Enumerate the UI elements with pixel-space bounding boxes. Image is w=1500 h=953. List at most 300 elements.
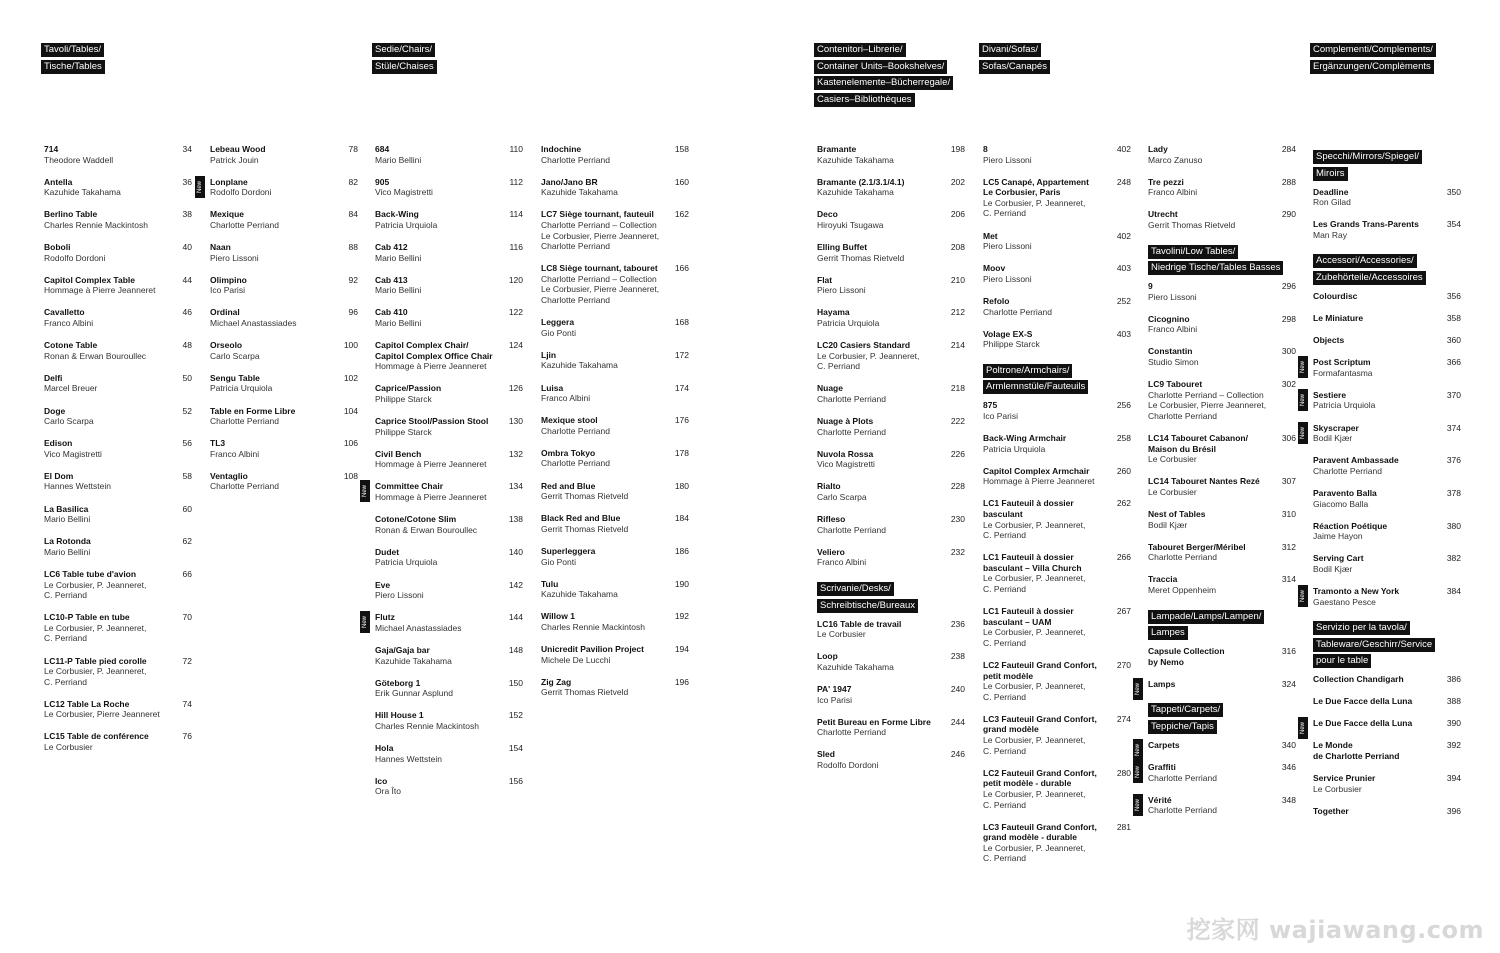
entry-name: LC7 Siège tournant, fauteuil — [541, 209, 654, 220]
entry-designer: Franco Albini — [817, 557, 867, 568]
entry-page-number: 126 — [508, 383, 523, 394]
index-entry — [1148, 379, 1300, 421]
index-entry — [1313, 291, 1465, 302]
index-entry — [1300, 389, 1465, 411]
entry-designer: Carlo Scarpa — [817, 492, 867, 503]
entry-name: Colourdisc — [1313, 290, 1358, 301]
new-badge-label: New — [362, 485, 368, 498]
index-entry — [44, 536, 196, 557]
index-entry — [817, 307, 969, 328]
entry-name: Serving Cart — [1313, 553, 1364, 564]
entry-page-number: 340 — [1281, 739, 1296, 750]
entry-designer: Le Corbusier, P. Jeanneret, — [983, 842, 1086, 853]
entry-name: Collection Chandigarh — [1313, 674, 1404, 685]
entry-page-number: 148 — [508, 644, 523, 655]
entry-designer: Piero Lissoni — [1148, 291, 1197, 302]
entry-name: Olimpino — [210, 274, 247, 285]
index-entry — [983, 466, 1135, 487]
entry-designer: Le Corbusier, P. Jeanneret, — [983, 788, 1086, 799]
index-entry — [1313, 521, 1465, 542]
index-entry — [44, 373, 196, 394]
new-badge — [1133, 678, 1143, 700]
entry-designer: Hommage à Pierre Jeanneret — [44, 285, 156, 296]
index-entry — [44, 731, 196, 752]
entry-name: Nuage à Plots — [817, 416, 874, 427]
entry-name: Capitol Complex Chair/ — [375, 340, 469, 351]
entry-page-number: 186 — [674, 545, 689, 556]
category-label: Tavoli/Tables/ — [41, 43, 104, 57]
entry-name: Lady — [1148, 144, 1168, 154]
entry-name: LC10-P Table en tube — [44, 612, 130, 623]
section-label: Niedrige Tische/Tables Basses — [1148, 261, 1283, 275]
index-entry — [817, 684, 969, 705]
index-entry — [541, 579, 693, 600]
entry-designer: Vico Magistretti — [44, 448, 102, 459]
entry-designer: Philippe Starck — [983, 339, 1040, 350]
index-entry — [1135, 739, 1300, 756]
entry-designer: Erik Gunnar Asplund — [375, 688, 453, 699]
index-entry — [210, 471, 362, 492]
entry-name: Hill House 1 — [375, 710, 424, 721]
entry-name: Nuvola Rossa — [817, 448, 874, 459]
entry-designer: C. Perriand — [44, 633, 87, 644]
index-entry — [1148, 509, 1300, 530]
entry-name: Flutz — [375, 612, 395, 623]
entry-name: Table en Forme Libre — [210, 405, 296, 416]
entry-designer: Ora Îto — [375, 786, 401, 797]
entry-page-number: 112 — [509, 176, 523, 187]
entry-designer: Charlotte Perriand — [1313, 465, 1382, 476]
index-entry — [210, 438, 362, 459]
entry-name: Deco — [817, 209, 838, 220]
entry-name: Indochine — [541, 144, 582, 154]
new-badge-label: New — [1300, 589, 1306, 602]
entry-designer: Charlotte Perriand — [817, 727, 886, 738]
entry-name: LC2 Fauteuil Grand Confort, — [983, 767, 1097, 778]
entry-name: Graffiti — [1148, 761, 1176, 772]
index-entry — [44, 504, 196, 525]
entry-page-number: 194 — [674, 644, 689, 654]
entry-designer: C. Perriand — [983, 853, 1026, 864]
section-label: pour le table — [1313, 654, 1371, 668]
entry-page-number: 120 — [508, 274, 523, 285]
entry-designer: Michael Anastassiades — [210, 318, 297, 329]
entry-designer: Kazuhide Takahama — [817, 154, 894, 165]
entry-designer: Charles Rennie Mackintosh — [541, 621, 645, 632]
entry-designer: Mario Bellini — [375, 154, 422, 165]
section-header — [1148, 610, 1300, 641]
entry-name: Capitol Complex Armchair — [983, 465, 1090, 476]
entry-page-number: 114 — [509, 209, 523, 220]
entry-name: LC3 Fauteuil Grand Confort, — [983, 821, 1097, 832]
section-header — [1313, 621, 1465, 668]
section-label: Specchi/Mirrors/Spiegel/ — [1313, 150, 1422, 164]
entry-name: Vérité — [1148, 794, 1172, 805]
entry-designer: Ronan & Erwan Bouroullec — [44, 350, 147, 361]
entry-page-number: 354 — [1446, 219, 1461, 230]
entry-designer: Le Corbusier, P. Jeanneret, — [983, 681, 1086, 692]
entry-designer: Mario Bellini — [375, 252, 422, 263]
entry-name: Paravento Balla — [1313, 487, 1377, 498]
entry-page-number: 300 — [1281, 346, 1296, 357]
entry-designer: Le Corbusier, Pierre Jeanneret, — [541, 230, 660, 241]
entry-name: 8 — [983, 144, 988, 154]
entry-page-number: 267 — [1116, 606, 1131, 617]
entry-page-number: 40 — [182, 242, 192, 253]
entry-name: Mexique — [210, 209, 245, 220]
index-column-5 — [817, 144, 969, 782]
new-badge — [1133, 761, 1143, 783]
entry-page-number: 36 — [182, 176, 192, 187]
entry-designer: Michael Anastassiades — [375, 622, 462, 633]
entry-name: Superleggera — [541, 545, 596, 556]
entry-designer: Le Corbusier, P. Jeanneret, — [983, 519, 1086, 530]
entry-name: Orseolo — [210, 340, 243, 351]
section-label: Tappeti/Carpets/ — [1148, 703, 1223, 717]
entry-designer: Hiroyuki Tsugawa — [817, 219, 884, 230]
new-badge — [195, 176, 205, 198]
index-entry — [817, 144, 969, 165]
entry-page-number: 262 — [1116, 498, 1131, 509]
entry-page-number: 214 — [950, 340, 965, 351]
entry-page-number: 296 — [1281, 281, 1296, 292]
entry-designer: Kazuhide Takahama — [541, 589, 618, 600]
entry-name: Deadline — [1313, 186, 1349, 197]
entry-name: Loop — [817, 651, 838, 662]
index-entry — [1313, 553, 1465, 574]
entry-page-number: 208 — [950, 242, 965, 253]
entry-page-number: 144 — [508, 612, 523, 623]
entry-name: Edison — [44, 438, 73, 449]
index-entry — [983, 822, 1135, 864]
entry-page-number: 314 — [1281, 574, 1296, 585]
entry-designer: Patricia Urquiola — [817, 318, 880, 329]
entry-designer: Franco Albini — [1148, 324, 1198, 335]
index-entry — [1148, 646, 1300, 667]
index-entry — [1135, 761, 1300, 783]
entry-name: LC5 Canapé, Appartement — [983, 176, 1089, 187]
entry-designer: Philippe Starck — [375, 426, 432, 437]
entry-name-continued: de Charlotte Perriand — [1313, 751, 1400, 762]
section-header — [817, 582, 969, 613]
entry-page-number: 56 — [182, 438, 192, 449]
entry-name: Cab 410 — [375, 307, 408, 318]
entry-designer: C. Perriand — [44, 590, 87, 601]
entry-page-number: 196 — [674, 676, 689, 687]
index-entry — [1300, 718, 1465, 735]
entry-name: Civil Bench — [375, 448, 422, 459]
entry-page-number: 82 — [348, 176, 358, 187]
index-entry — [817, 619, 969, 640]
section-label: Tavolini/Low Tables/ — [1148, 245, 1238, 259]
entry-page-number: 142 — [508, 579, 523, 590]
index-entry — [44, 177, 196, 198]
entry-page-number: 240 — [950, 683, 965, 694]
entry-designer: Kazuhide Takahama — [541, 360, 618, 371]
entry-page-number: 390 — [1446, 718, 1461, 729]
index-entry — [817, 242, 969, 263]
entry-name: Mexique stool — [541, 415, 598, 426]
entry-name: Cicognino — [1148, 313, 1190, 324]
entry-designer: Ron Gilad — [1313, 197, 1351, 208]
index-entry — [817, 340, 969, 372]
category-label: Ergänzungen/Complèments — [1310, 60, 1434, 74]
entry-name: Moov — [983, 263, 1006, 274]
entry-designer: Le Corbusier, Pierre Jeanneret — [44, 709, 160, 720]
entry-page-number: 122 — [508, 307, 523, 318]
entry-page-number: 76 — [182, 731, 192, 742]
entry-page-number: 88 — [348, 242, 358, 253]
entry-designer: Charlotte Perriand — [541, 241, 610, 252]
entry-designer: Le Corbusier — [1148, 454, 1197, 465]
entry-page-number: 72 — [182, 655, 192, 666]
index-entry — [817, 449, 969, 470]
entry-designer: Meret Oppenheim — [1148, 584, 1217, 595]
entry-page-number: 84 — [348, 209, 358, 220]
index-entry — [817, 209, 969, 230]
index-entry — [44, 307, 196, 328]
entry-page-number: 222 — [950, 416, 965, 427]
entry-name: Committee Chair — [375, 481, 444, 492]
new-badge — [1298, 356, 1308, 378]
entry-page-number: 116 — [509, 242, 523, 253]
entry-designer: Charlotte Perriand – Collection — [541, 273, 657, 284]
entry-name-continued: basculant — [983, 508, 1023, 519]
entry-designer: Hommage à Pierre Jeanneret — [375, 361, 487, 372]
entry-page-number: 166 — [674, 263, 689, 274]
entry-page-number: 38 — [182, 209, 192, 220]
index-entry — [44, 438, 196, 459]
entry-page-number: 78 — [348, 144, 358, 154]
entry-page-number: 198 — [950, 144, 965, 154]
entry-page-number: 140 — [508, 546, 523, 557]
section-label: Lampade/Lamps/Lampen/ — [1148, 610, 1264, 624]
index-entry — [375, 547, 527, 568]
entry-name: Göteborg 1 — [375, 677, 421, 688]
entry-designer: Vico Magistretti — [817, 459, 875, 470]
entry-page-number: 238 — [950, 651, 965, 662]
entry-designer: Le Corbusier, P. Jeanneret, — [44, 622, 147, 633]
entry-name-continued: basculant – UAM — [983, 616, 1052, 627]
entry-designer: Le Corbusier, P. Jeanneret, — [983, 197, 1086, 208]
category-label: Sedie/Chairs/ — [372, 43, 435, 57]
entry-page-number: 307 — [1281, 476, 1296, 487]
entry-name: Utrecht — [1148, 209, 1178, 220]
section-label: Miroirs — [1313, 167, 1348, 181]
index-entry — [541, 611, 693, 632]
entry-page-number: 62 — [182, 536, 192, 547]
entry-page-number: 168 — [674, 317, 689, 328]
entry-designer: Le Corbusier — [1313, 783, 1362, 794]
index-entry — [983, 177, 1135, 219]
index-entry — [983, 606, 1135, 648]
entry-page-number: 130 — [508, 416, 523, 427]
entry-page-number: 306 — [1281, 433, 1296, 443]
index-entry — [1148, 144, 1300, 165]
index-entry — [1148, 346, 1300, 367]
entry-designer: Le Corbusier, P. Jeanneret, — [983, 735, 1086, 746]
entry-name-continued: Le Corbusier, Paris — [983, 187, 1061, 198]
index-entry — [44, 471, 196, 492]
entry-page-number: 298 — [1281, 313, 1296, 324]
entry-name: LC3 Fauteuil Grand Confort, — [983, 713, 1097, 724]
entry-name: LC12 Table La Roche — [44, 698, 130, 709]
entry-name: Capsule Collection — [1148, 646, 1225, 657]
entry-name: Bramante (2.1/3.1/4.1) — [817, 176, 905, 187]
index-entry — [1148, 574, 1300, 595]
entry-name: LC8 Siège tournant, tabouret — [541, 263, 658, 274]
entry-designer: Bodil Kjær — [1313, 563, 1353, 574]
entry-name: Rialto — [817, 481, 841, 492]
new-badge-label: New — [1135, 743, 1141, 756]
index-entry — [541, 209, 693, 251]
entry-page-number: 44 — [182, 274, 192, 285]
entry-page-number: 180 — [674, 480, 689, 491]
index-entry — [1300, 422, 1465, 444]
entry-designer: Ico Parisi — [983, 410, 1018, 421]
entry-name: 905 — [375, 176, 390, 187]
entry-designer: Michele De Lucchi — [541, 654, 611, 665]
entry-designer: C. Perriand — [983, 637, 1026, 648]
index-entry — [375, 514, 527, 535]
entry-name: Sled — [817, 749, 835, 760]
entry-page-number: 212 — [950, 307, 965, 318]
index-entry — [817, 383, 969, 404]
entry-page-number: 378 — [1446, 487, 1461, 498]
index-entry — [541, 448, 693, 469]
watermark-text: 挖家网 wajiawang.com — [1186, 916, 1484, 944]
entry-designer: Ronan & Erwan Bouroullec — [375, 524, 478, 535]
index-entry — [375, 144, 527, 165]
index-entry — [983, 400, 1135, 421]
index-entry — [541, 177, 693, 198]
entry-designer: Franco Albini — [1148, 187, 1198, 198]
index-entry — [983, 263, 1135, 284]
entry-page-number: 232 — [950, 546, 965, 557]
entry-designer: Bodil Kjær — [1148, 519, 1188, 530]
entry-page-number: 192 — [674, 611, 689, 622]
entry-page-number: 258 — [1116, 433, 1131, 443]
entry-page-number: 158 — [674, 144, 689, 154]
entry-page-number: 370 — [1446, 389, 1461, 400]
entry-name: Cotone/Cotone Slim — [375, 514, 457, 525]
entry-page-number: 382 — [1446, 553, 1461, 564]
category-label: Container Units–Bookshelves/ — [814, 60, 947, 74]
entry-name: Constantin — [1148, 346, 1193, 357]
index-entry — [44, 242, 196, 263]
entry-designer: Le Corbusier, P. Jeanneret, — [44, 666, 147, 677]
index-entry — [817, 416, 969, 437]
entry-name: Le Miniature — [1313, 312, 1364, 323]
entry-designer: C. Perriand — [983, 530, 1026, 541]
entry-page-number: 380 — [1446, 520, 1461, 531]
entry-name: Caprice/Passion — [375, 383, 442, 394]
section-label: Tableware/Geschirr/Service — [1313, 638, 1435, 652]
index-entry — [210, 275, 362, 296]
entry-page-number: 66 — [182, 568, 192, 579]
entry-name: Les Grands Trans-Parents — [1313, 219, 1419, 230]
entry-designer: Le Corbusier — [1148, 486, 1197, 497]
new-badge-label: New — [1300, 426, 1306, 439]
entry-page-number: 152 — [508, 710, 523, 721]
entry-name-continued: grand modèle - durable — [983, 832, 1077, 843]
new-badge — [1298, 717, 1308, 739]
index-entry — [1313, 696, 1465, 707]
entry-designer: Charlotte Perriand — [1148, 552, 1217, 563]
index-entry — [1313, 740, 1465, 761]
entry-page-number: 248 — [1116, 176, 1131, 187]
index-entry — [44, 275, 196, 296]
index-entry — [1148, 314, 1300, 335]
entry-designer: Charlotte Perriand — [541, 295, 610, 306]
index-entry — [375, 743, 527, 764]
index-entry — [983, 660, 1135, 702]
entry-designer: Jaime Hayon — [1313, 531, 1363, 542]
index-column-4 — [541, 144, 693, 709]
section-label: Poltrone/Armchairs/ — [983, 364, 1072, 378]
entry-page-number: 348 — [1281, 794, 1296, 805]
entry-name: Leggera — [541, 317, 575, 328]
entry-designer: Gio Ponti — [541, 556, 576, 567]
entry-page-number: 281 — [1116, 821, 1131, 832]
entry-designer: Charlotte Perriand — [1148, 805, 1217, 816]
entry-designer: Formafantasma — [1313, 367, 1373, 378]
section-label: Zubehörteile/Accessoires — [1313, 271, 1426, 285]
entry-name-continued: by Nemo — [1148, 656, 1184, 667]
index-entry — [1148, 177, 1300, 198]
index-entry — [375, 710, 527, 731]
entry-name: Met — [983, 230, 998, 241]
entry-name: Willow 1 — [541, 611, 575, 622]
entry-page-number: 50 — [182, 372, 192, 383]
category-label: Divani/Sofas/ — [979, 43, 1041, 57]
entry-page-number: 190 — [674, 578, 689, 589]
entry-name: Volage EX-S — [983, 328, 1033, 339]
index-entry — [541, 513, 693, 534]
index-entry — [1313, 455, 1465, 476]
entry-designer: Marco Zanuso — [1148, 154, 1203, 165]
index-entry — [1135, 678, 1300, 695]
entry-page-number: 228 — [950, 481, 965, 492]
entry-designer: C. Perriand — [983, 799, 1026, 810]
entry-name: Unicredit Pavilion Project — [541, 644, 644, 654]
entry-designer: Mario Bellini — [44, 514, 91, 525]
entry-name: Doge — [44, 405, 66, 416]
entry-page-number: 124 — [508, 340, 523, 351]
index-entry — [1313, 313, 1465, 324]
entry-name: TL3 — [210, 438, 226, 449]
index-entry — [983, 329, 1135, 350]
entry-name: Carpets — [1148, 739, 1180, 750]
entry-designer: Piero Lissoni — [983, 154, 1032, 165]
entry-designer: Piero Lissoni — [210, 252, 259, 263]
entry-name-continued: petit modèle — [983, 670, 1034, 681]
entry-name: LC16 Table de travail — [817, 618, 902, 629]
entry-designer: Kazuhide Takahama — [375, 655, 452, 666]
entry-designer: C. Perriand — [983, 691, 1026, 702]
index-entry — [375, 383, 527, 404]
entry-name: Eve — [375, 579, 391, 590]
entry-name: Paravent Ambassade — [1313, 455, 1399, 466]
entry-page-number: 108 — [343, 470, 358, 481]
index-entry — [375, 416, 527, 437]
entry-page-number: 74 — [182, 698, 192, 709]
entry-page-number: 266 — [1116, 552, 1131, 563]
index-entry — [817, 749, 969, 770]
entry-page-number: 280 — [1116, 767, 1131, 778]
entry-designer: Hommage à Pierre Jeanneret — [983, 476, 1095, 487]
entry-page-number: 256 — [1116, 400, 1131, 411]
